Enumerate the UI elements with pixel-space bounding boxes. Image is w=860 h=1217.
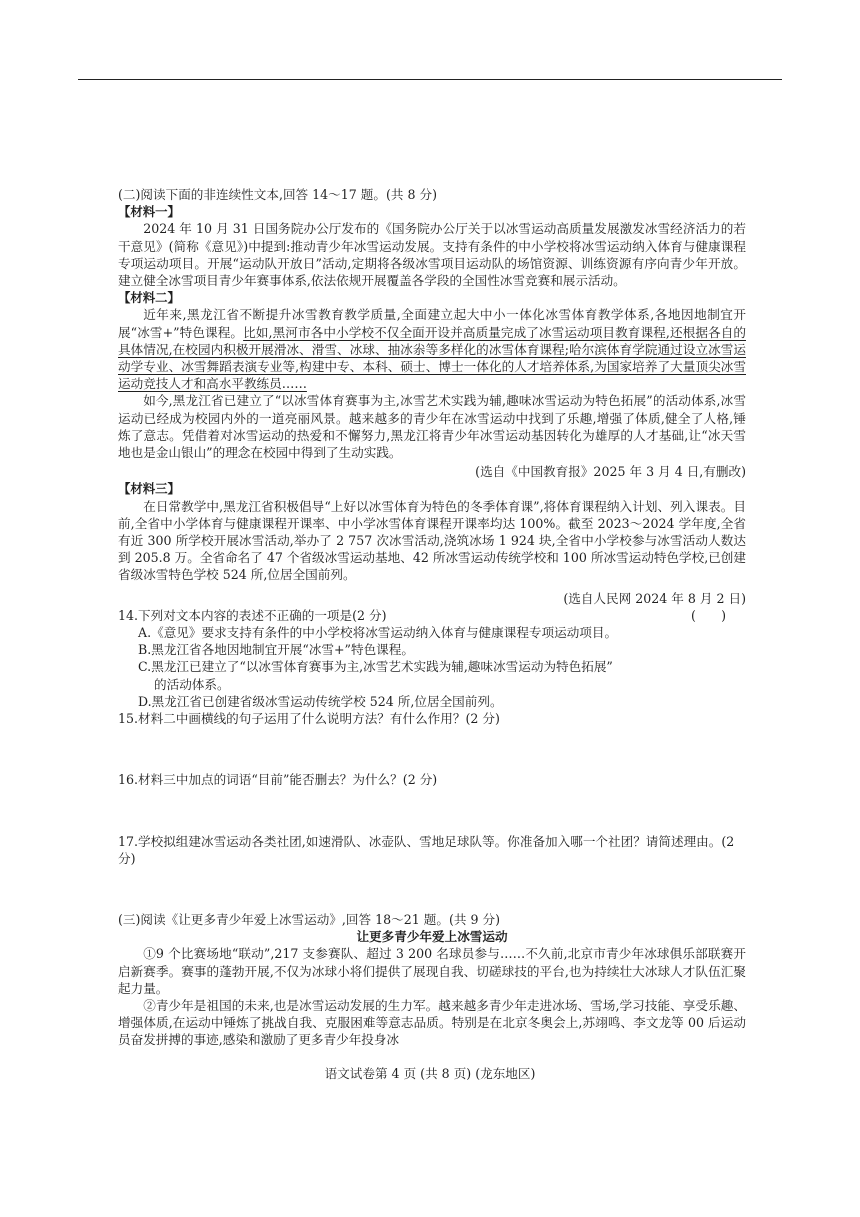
answer-bracket: ( ) xyxy=(690,607,726,623)
material-3-tag: 【材料三】 xyxy=(118,481,180,497)
article-paragraph-2: ②青少年是祖国的未来,也是冰雪运动发展的生力军。越来越多青少年走进冰场、雪场,学习技能、享受乐趣、增强体质,在运动中锤炼了挑战自我、克服困难等意志品质。特别是在北京冬奥会上,苏翊鸣、李文龙等 00 后运动员奋发拼搏的事迹,感染和激励了更多青少年投身冰 xyxy=(118,997,746,1048)
material-2-tag: 【材料二】 xyxy=(118,290,180,306)
underlined-sentence: 比如,黑河市各中小学校不仅全面开设并高质量完成了冰雪运动项目教育课程,还根据各自的具体情况,在校园内积极开展滑冰、滑雪、冰球、抽冰尜等多样化的冰雪体育课程;哈尔滨体育学院通过设立冰雪运动学专业、冰雪舞蹈表演专业等,构建中专、本科、硕士、博士一体化的人才培养体系,为国家培养了大量顶尖冰雪运动竞技人才和高水平教练员…… xyxy=(118,324,746,392)
header-rule xyxy=(78,79,782,80)
option-c-continued: 的活动体系。 xyxy=(154,676,230,692)
option-c: C.黑龙江已建立了“以冰雪体育赛事为主,冰雪艺术实践为辅,趣味冰雪运动为特色拓展” xyxy=(138,659,613,675)
material-3-source: (选自人民网 2024 年 8 月 2 日) xyxy=(563,590,746,606)
article-title: 让更多青少年爱上冰雪运动 xyxy=(356,929,508,945)
material-2-paragraph-1 xyxy=(118,306,746,392)
material-3-text: 在日常教学中,黑龙江省积极倡导“上好以冰雪体育为特色的冬季体育课”,将体育课程纳入计划、列入课表。目前,全省中小学体育与健康课程开课率、中小学冰雪体育课程开课率均达 100%。截至 2023～2024 学年度,全省有近 300 所学校开展冰雪活动,举办了 2 757 次冰雪活动,浇筑冰场 1 924 块,全省中小学校参与冰雪活动人数达到 205.8 万。全省命名了 47 个省级冰雪运动基地、42 所冰雪运动传统学校和 100 所冰雪运动特色学校,已创建省级冰雪特色学校 524 所,位居全国前列。 xyxy=(118,498,746,583)
section-3-header: (三)阅读《让更多青少年爱上冰雪运动》,回答 18～21 题。(共 9 分) xyxy=(118,911,500,927)
material-1-text: 2024 年 10 月 31 日国务院办公厅发布的《国务院办公厅关于以冰雪运动高质量发展激发冰雪经济活力的若干意见》(简称《意见》)中提到:推动青少年冰雪运动发展。支持有条件的中小学校将冰雪运动纳入体育与健康课程专项运动项目。开展“运动队开放日”活动,定期将各级冰雪项目运动队的场馆资源、训练资源有序向青少年开放。建立健全冰雪项目青少年赛事体系,依法依规开展覆盖各学段的全国性冰雪竞赛和展示活动。 xyxy=(118,221,746,289)
page-footer: 语文试卷第 4 页 (共 8 页) (龙东地区) xyxy=(324,1066,536,1081)
answer-space-17 xyxy=(118,867,746,911)
question-15: 15.材料二中画横线的句子运用了什么说明方法？有什么作用？(2 分) xyxy=(118,711,500,727)
question-14-text: 14.下列对文本内容的表述不正确的一项是(2 分) xyxy=(118,607,387,623)
question-16: 16.材料三中加点的词语“目前”能否删去？为什么？(2 分) xyxy=(118,772,438,788)
option-b: B.黑龙江省各地因地制宜开展“冰雪+”特色课程。 xyxy=(138,642,414,658)
material-1-tag: 【材料一】 xyxy=(118,204,180,220)
question-14 xyxy=(118,607,746,624)
page-content xyxy=(118,186,746,1049)
section-2-header: (二)阅读下面的非连续性文本,回答 14～17 题。(共 8 分) xyxy=(118,187,438,202)
material-2-intro: 近年来,黑龙江省不断提升冰雪教育教学质量,全面建立起大中小一体化冰雪体育教学体系,各地因地制宜开展“冰雪+”特色课程。 xyxy=(118,307,746,340)
answer-space-15 xyxy=(118,727,746,771)
material-2-source: (选自《中国教育报》2025 年 3 月 4 日,有删改) xyxy=(475,464,746,480)
article-paragraph-1: ①9 个比赛场地“联动”,217 支参赛队、超过 3 200 名球员参与……不久前,北京市青少年冰球俱乐部联赛开启新赛季。赛事的蓬勃开展,不仅为冰球小将们提供了展现自我、切磋球技的平台,也为持续壮大冰球人才队伍汇聚起力量。 xyxy=(118,946,746,996)
answer-space-16 xyxy=(118,789,746,833)
option-d: D.黑龙江省已创建省级冰雪运动传统学校 524 所,位居全国前列。 xyxy=(138,693,503,709)
option-a: A.《意见》要求支持有条件的中小学校将冰雪运动纳入体育与健康课程专项运动项目。 xyxy=(138,625,618,641)
question-17: 17.学校拟组建冰雪运动各类社团,如速滑队、冰壶队、雪地足球队等。你准备加入哪一个社团？请简述理由。(2 分) xyxy=(118,833,735,866)
material-2-paragraph-2: 如今,黑龙江省已建立了“以冰雪体育赛事为主,冰雪艺术实践为辅,趣味冰雪运动为特色拓展”的活动体系,冰雪运动已经成为校园内外的一道亮丽风景。越来越多的青少年在冰雪运动中找到了乐趣,增强了体质,健全了人格,锤炼了意志。凭借着对冰雪运动的热爱和不懈努力,黑龙江将青少年冰雪运动基因转化为雄厚的人才基础,让“冰天雪地也是金山银山”的理念在校园中得到了生动实践。 xyxy=(118,393,746,461)
